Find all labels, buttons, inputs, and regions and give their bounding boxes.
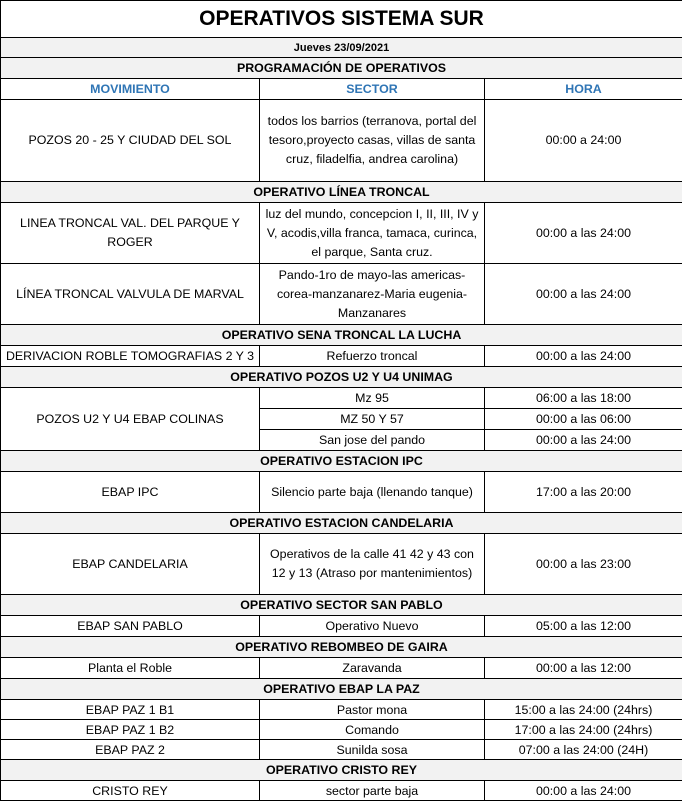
section-header xyxy=(1,182,682,203)
table-row xyxy=(1,700,682,720)
sheet-title[interactable]: OPERATIVOS SISTEMA SUR xyxy=(1,1,682,38)
sector-cell[interactable]: San jose del pando xyxy=(260,430,485,451)
section-title-la-paz[interactable]: OPERATIVO EBAP LA PAZ xyxy=(1,679,682,700)
sector-cell[interactable]: Silencio parte baja (llenando tanque) xyxy=(260,472,485,513)
section-title-programacion[interactable]: PROGRAMACIÓN DE OPERATIVOS xyxy=(1,58,682,79)
section-header xyxy=(1,58,682,79)
sector-cell[interactable]: Operativo Nuevo xyxy=(260,616,485,637)
column-header-movimiento[interactable]: MOVIMIENTO xyxy=(1,79,260,100)
column-header-sector[interactable]: SECTOR xyxy=(260,79,485,100)
table-row xyxy=(1,658,682,679)
section-header xyxy=(1,760,682,781)
hora-cell[interactable]: 00:00 a las 24:00 xyxy=(485,430,682,451)
hora-cell[interactable]: 07:00 a las 24:00 (24H) xyxy=(485,740,682,760)
hora-cell[interactable]: 17:00 a las 24:00 (24hrs) xyxy=(485,720,682,740)
movimiento-cell[interactable]: LÍNEA TRONCAL VALVULA DE MARVAL xyxy=(1,264,260,325)
sector-cell[interactable]: Sunilda sosa xyxy=(260,740,485,760)
sector-cell[interactable]: Zaravanda xyxy=(260,658,485,679)
section-header xyxy=(1,367,682,388)
hora-cell[interactable]: 00:00 a las 24:00 xyxy=(485,781,682,801)
table-row xyxy=(1,346,682,367)
section-header xyxy=(1,679,682,700)
sector-cell[interactable]: MZ 50 Y 57 xyxy=(260,409,485,430)
hora-cell[interactable]: 06:00 a las 18:00 xyxy=(485,388,682,409)
sector-cell[interactable]: Comando xyxy=(260,720,485,740)
hora-cell[interactable]: 00:00 a las 24:00 xyxy=(485,264,682,325)
movimiento-cell[interactable]: EBAP PAZ 2 xyxy=(1,740,260,760)
section-title-pozos[interactable]: OPERATIVO POZOS U2 Y U4 UNIMAG xyxy=(1,367,682,388)
sector-cell[interactable]: Pando-1ro de mayo-las americas-corea-manzanarez-Maria eugenia-Manzanares xyxy=(260,264,485,325)
section-title-gaira[interactable]: OPERATIVO REBOMBEO DE GAIRA xyxy=(1,637,682,658)
table-row xyxy=(1,534,682,595)
hora-cell[interactable]: 00:00 a las 24:00 xyxy=(485,346,682,367)
movimiento-cell[interactable]: Planta el Roble xyxy=(1,658,260,679)
table-row xyxy=(1,740,682,760)
section-header xyxy=(1,325,682,346)
movimiento-cell[interactable]: CRISTO REY xyxy=(1,781,260,801)
hora-cell[interactable]: 00:00 a las 24:00 xyxy=(485,203,682,264)
movimiento-cell[interactable]: EBAP PAZ 1 B1 xyxy=(1,700,260,720)
sector-cell[interactable]: Operativos de la calle 41 42 y 43 con 12 y 13 (Atraso por mantenimientos) xyxy=(260,534,485,595)
section-title-cristo-rey[interactable]: OPERATIVO CRISTO REY xyxy=(1,760,682,781)
section-header xyxy=(1,595,682,616)
movimiento-cell[interactable]: EBAP IPC xyxy=(1,472,260,513)
hora-cell[interactable]: 00:00 a las 06:00 xyxy=(485,409,682,430)
section-title-ipc[interactable]: OPERATIVO ESTACION IPC xyxy=(1,451,682,472)
hora-cell[interactable]: 00:00 a 24:00 xyxy=(485,100,682,182)
movimiento-cell[interactable]: POZOS U2 Y U4 EBAP COLINAS xyxy=(1,388,260,451)
sector-cell[interactable]: todos los barrios (terranova, portal del tesoro,proyecto casas, villas de santa cruz, filadelfia, andrea carolina) xyxy=(260,100,485,182)
sector-cell[interactable]: Pastor mona xyxy=(260,700,485,720)
movimiento-cell[interactable]: EBAP PAZ 1 B2 xyxy=(1,720,260,740)
hora-cell[interactable]: 15:00 a las 24:00 (24hrs) xyxy=(485,700,682,720)
section-header xyxy=(1,513,682,534)
section-header xyxy=(1,637,682,658)
hora-cell[interactable]: 05:00 a las 12:00 xyxy=(485,616,682,637)
table-row xyxy=(1,616,682,637)
section-title-troncal[interactable]: OPERATIVO LÍNEA TRONCAL xyxy=(1,182,682,203)
table-row xyxy=(1,472,682,513)
movimiento-cell[interactable]: DERIVACION ROBLE TOMOGRAFIAS 2 Y 3 xyxy=(1,346,260,367)
table-row xyxy=(1,388,682,409)
title-row xyxy=(1,1,682,38)
movimiento-cell[interactable]: EBAP CANDELARIA xyxy=(1,534,260,595)
section-title-candelaria[interactable]: OPERATIVO ESTACION CANDELARIA xyxy=(1,513,682,534)
date-cell[interactable]: Jueves 23/09/2021 xyxy=(1,38,682,58)
table-row xyxy=(1,264,682,325)
hora-cell[interactable]: 00:00 a las 23:00 xyxy=(485,534,682,595)
section-header xyxy=(1,451,682,472)
table-row xyxy=(1,203,682,264)
sector-cell[interactable]: luz del mundo, concepcion I, II, III, IV y V, acodis,villa franca, tamaca, curinca, el parque, Santa cruz. xyxy=(260,203,485,264)
sector-cell[interactable]: Refuerzo troncal xyxy=(260,346,485,367)
date-row xyxy=(1,38,682,58)
sector-cell[interactable]: Mz 95 xyxy=(260,388,485,409)
sector-cell[interactable]: sector parte baja xyxy=(260,781,485,801)
table-row xyxy=(1,781,682,801)
hora-cell[interactable]: 17:00 a las 20:00 xyxy=(485,472,682,513)
column-header-hora[interactable]: HORA xyxy=(485,79,682,100)
section-title-san-pablo[interactable]: OPERATIVO SECTOR SAN PABLO xyxy=(1,595,682,616)
table-row xyxy=(1,720,682,740)
column-header-row xyxy=(1,79,682,100)
movimiento-cell[interactable]: POZOS 20 - 25 Y CIUDAD DEL SOL xyxy=(1,100,260,182)
movimiento-cell[interactable]: LINEA TRONCAL VAL. DEL PARQUE Y ROGER xyxy=(1,203,260,264)
table-row xyxy=(1,100,682,182)
movimiento-cell[interactable]: EBAP SAN PABLO xyxy=(1,616,260,637)
section-title-sena[interactable]: OPERATIVO SENA TRONCAL LA LUCHA xyxy=(1,325,682,346)
hora-cell[interactable]: 00:00 a las 12:00 xyxy=(485,658,682,679)
